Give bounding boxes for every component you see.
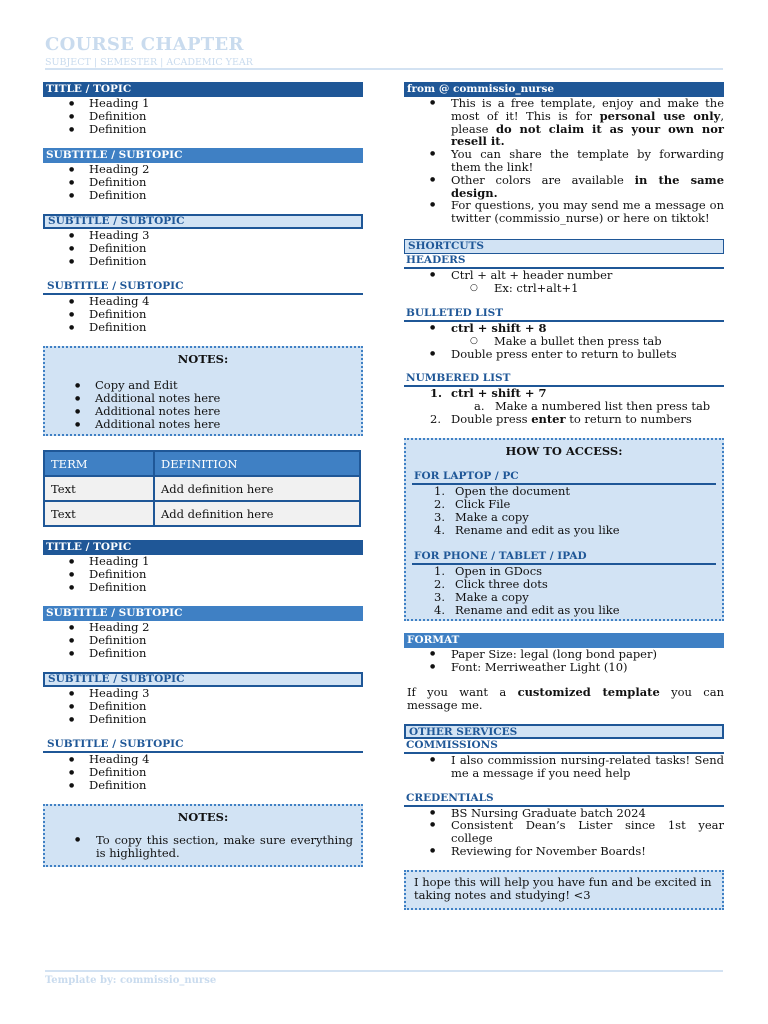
list-item: ● BS Nursing Graduate batch 2024 [430, 807, 724, 820]
list-item: ● Definition [69, 779, 363, 792]
list-item: 2. Click three dots [434, 577, 548, 592]
list-item: ● Paper Size: legal (long bond paper) [430, 648, 724, 661]
list-item: ● Copy and Edit [75, 379, 353, 392]
list-item: a. Make a numbered list then press tab [474, 399, 711, 414]
list-item: ● Ctrl + alt + header number [430, 269, 724, 282]
table-cell[interactable]: Text [44, 501, 154, 526]
format-list [430, 648, 724, 674]
section-subtitle: SUBTITLE / SUBTOPIC [43, 672, 363, 687]
list-item: 2. Click File [434, 497, 511, 512]
section-list [69, 229, 363, 268]
list-item: ● Definition [69, 713, 363, 726]
list-item: ● Heading 1 [69, 555, 363, 568]
page-title: COURSE CHAPTER [45, 34, 244, 55]
list-item: ● Additional notes here [75, 405, 353, 418]
page-footer [45, 970, 723, 986]
list-item: ● Heading 2 [69, 163, 363, 176]
list-item: ○ Ex: ctrl+alt+1 [470, 282, 724, 295]
left-column [43, 82, 363, 867]
header-rule [45, 68, 723, 70]
list-item: ● Definition [69, 123, 363, 136]
page-header [45, 34, 723, 68]
access-title: HOW TO ACCESS: [505, 444, 623, 459]
list-item: ● Definition [69, 255, 363, 268]
list-item: ● Definition [69, 700, 363, 713]
notes-list [75, 379, 353, 431]
section-subtitle: SUBTITLE / SUBTOPIC [43, 148, 363, 163]
list-item: 3. Make a copy [434, 590, 529, 605]
list-item: 1. Open in GDocs [434, 564, 543, 579]
list-item: 1. ctrl + shift + 7 [430, 386, 547, 401]
notes-title: NOTES: [177, 810, 229, 824]
section-subtitle: SUBTITLE / SUBTOPIC [43, 606, 363, 621]
list-item: ● Font: Merriweather Light (10) [430, 661, 724, 674]
list-item: 4. Rename and edit as you like [434, 603, 620, 618]
shortcut-sublist [470, 282, 724, 295]
list-item: ● I also commission nursing-related tasks! Send me a message if you need help [430, 754, 724, 780]
section-list [69, 163, 363, 202]
section-list [69, 555, 363, 594]
section-title: from @ commissio_nurse [404, 82, 724, 97]
section-subtitle: HEADERS [404, 254, 724, 269]
column-header: DEFINITION [154, 451, 360, 476]
table-cell[interactable]: Add definition here [154, 476, 360, 501]
notes-box [43, 346, 363, 436]
about-list [430, 97, 724, 225]
notes-list [75, 834, 353, 860]
list-item: ● Definition [69, 176, 363, 189]
table-cell[interactable]: Add definition here [154, 501, 360, 526]
right-column [404, 82, 724, 910]
section-subtitle: SUBTITLE / SUBTOPIC [43, 280, 363, 295]
page-subtitle: SUBJECT | SEMESTER | ACADEMIC YEAR [45, 57, 253, 68]
term-definition-table [43, 450, 361, 527]
notes-box [43, 804, 363, 867]
section-title: TITLE / TOPIC [43, 82, 363, 97]
list-item: ● Heading 3 [69, 229, 363, 242]
section-title: OTHER SERVICES [404, 724, 724, 739]
shortcut-list [430, 348, 724, 361]
commissions-list [430, 754, 724, 780]
section-subtitle: COMMISSIONS [404, 739, 724, 754]
list-item: ● Reviewing for November Boards! [430, 845, 724, 858]
section-subtitle: CREDENTIALS [404, 792, 724, 807]
list-item: ● Double press enter to return to bullets [430, 348, 724, 361]
shortcut-sublist [470, 335, 724, 348]
section-subtitle: NUMBERED LIST [404, 372, 724, 387]
credentials-list [430, 807, 724, 858]
list-item: ● Definition [69, 308, 363, 321]
list-item: 3. Make a copy [434, 510, 529, 525]
list-item: ● ctrl + shift + 8 [430, 322, 724, 335]
list-item: ● Heading 1 [69, 97, 363, 110]
section-list [69, 97, 363, 136]
list-item: ● Consistent Dean’s Lister since 1st year college [430, 819, 724, 845]
closing-message: I hope this will help you have fun and be excited in taking notes and studying! <3 [404, 870, 724, 910]
laptop-heading: FOR LAPTOP / PC [412, 470, 716, 485]
shortcut-numbered-list [430, 413, 724, 426]
list-item: 1. Open the document [434, 484, 571, 499]
list-item: ● Additional notes here [75, 392, 353, 405]
list-item: ● Definition [69, 110, 363, 123]
laptop-steps [434, 485, 716, 537]
list-item: 2. Double press enter to return to numbers [430, 412, 692, 427]
section-title: TITLE / TOPIC [43, 540, 363, 555]
table-row [44, 476, 360, 501]
list-item: ● Other colors are available in the same design. [430, 174, 724, 200]
table-row [44, 501, 360, 526]
list-item: ● Additional notes here [75, 418, 353, 431]
list-item: 4. Rename and edit as you like [434, 523, 620, 538]
list-item: ● Definition [69, 647, 363, 660]
list-item: ● To copy this section, make sure everything is highlighted. [75, 834, 353, 860]
list-item: ● Definition [69, 242, 363, 255]
list-item: ● Definition [69, 568, 363, 581]
column-header: TERM [44, 451, 154, 476]
section-title: SHORTCUTS [404, 239, 724, 254]
section-subtitle: SUBTITLE / SUBTOPIC [43, 214, 363, 229]
list-item: ● Heading 4 [69, 295, 363, 308]
shortcut-list [430, 322, 724, 335]
list-item: ● Definition [69, 581, 363, 594]
notes-title: NOTES: [177, 352, 229, 366]
list-item: ● Heading 2 [69, 621, 363, 634]
section-list [69, 621, 363, 660]
footer-credit: Template by: commissio_nurse [45, 975, 217, 986]
section-list [69, 687, 363, 726]
section-title: FORMAT [404, 633, 724, 648]
list-item: ○ Make a bullet then press tab [470, 335, 724, 348]
list-item: ● You can share the template by forwarding them the link! [430, 148, 724, 174]
list-item: ● This is a free template, enjoy and make the most of it! This is for personal use only, please do not claim it as your own nor resell it. [430, 97, 724, 148]
format-note: If you want a customized template you can message me. [407, 684, 724, 712]
list-item: ● Definition [69, 634, 363, 647]
table-header-row [44, 451, 360, 476]
list-item: ● Definition [69, 766, 363, 779]
phone-steps [434, 565, 716, 617]
phone-heading: FOR PHONE / TABLET / IPAD [412, 550, 716, 565]
section-list [69, 753, 363, 792]
how-to-access-box [404, 438, 724, 621]
list-item: ● Heading 4 [69, 753, 363, 766]
list-item: ● Definition [69, 321, 363, 334]
list-item: ● Definition [69, 189, 363, 202]
section-subtitle: SUBTITLE / SUBTOPIC [43, 738, 363, 753]
list-item: ● Heading 3 [69, 687, 363, 700]
section-list [69, 295, 363, 334]
section-subtitle: BULLETED LIST [404, 307, 724, 322]
shortcut-list [430, 269, 724, 282]
table-cell[interactable]: Text [44, 476, 154, 501]
list-item: ● For questions, you may send me a message on twitter (commissio_nurse) or here on tiktok! [430, 199, 724, 225]
